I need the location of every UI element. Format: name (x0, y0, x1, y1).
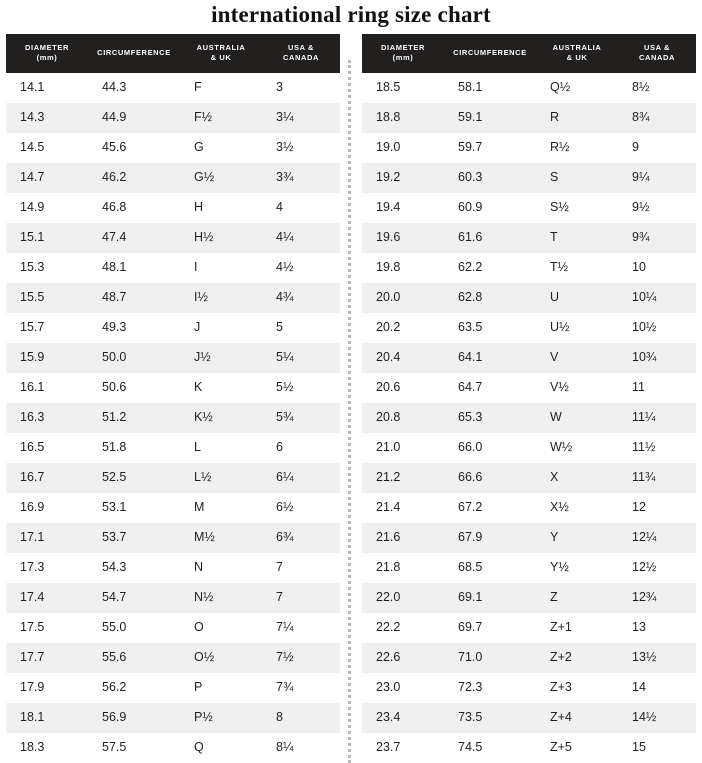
cell-diameter: 20.8 (362, 403, 444, 433)
cell-australia-uk: O (180, 613, 262, 643)
cell-diameter: 15.5 (6, 283, 88, 313)
column-header-usa-canada (262, 34, 340, 73)
cell-diameter: 17.7 (6, 643, 88, 673)
cell-usa-canada: 7¾ (262, 673, 340, 703)
cell-usa-canada: 14½ (618, 703, 696, 733)
cell-usa-canada: 4¼ (262, 223, 340, 253)
cell-circumference: 46.8 (88, 193, 180, 223)
column-header-circumference (444, 34, 536, 73)
cell-australia-uk: U (536, 283, 618, 313)
cell-circumference: 50.0 (88, 343, 180, 373)
table-row (6, 643, 340, 673)
cell-diameter: 20.2 (362, 313, 444, 343)
cell-australia-uk: U½ (536, 313, 618, 343)
cell-usa-canada: 3¼ (262, 103, 340, 133)
cell-circumference: 53.1 (88, 493, 180, 523)
cell-diameter: 18.1 (6, 703, 88, 733)
cell-usa-canada: 12½ (618, 553, 696, 583)
cell-usa-canada: 15 (618, 733, 696, 763)
cell-circumference: 69.7 (444, 613, 536, 643)
cell-usa-canada: 10¾ (618, 343, 696, 373)
table-row (6, 493, 340, 523)
cell-australia-uk: G½ (180, 163, 262, 193)
cell-circumference: 73.5 (444, 703, 536, 733)
cell-usa-canada: 11 (618, 373, 696, 403)
page-title: international ring size chart (211, 2, 491, 27)
column-header-diameter-line1: DIAMETER (25, 43, 69, 52)
cell-circumference: 55.0 (88, 613, 180, 643)
table-row (6, 343, 340, 373)
cell-circumference: 56.2 (88, 673, 180, 703)
cell-australia-uk: Q½ (536, 73, 618, 103)
cell-australia-uk: I½ (180, 283, 262, 313)
table-row (362, 463, 696, 493)
cell-australia-uk: T½ (536, 253, 618, 283)
cell-diameter: 16.9 (6, 493, 88, 523)
column-header-usa-canada-line1: USA & (287, 43, 315, 52)
cell-circumference: 71.0 (444, 643, 536, 673)
cell-usa-canada: 6¼ (262, 463, 340, 493)
cell-usa-canada: 11½ (618, 433, 696, 463)
cell-circumference: 69.1 (444, 583, 536, 613)
cell-circumference: 68.5 (444, 553, 536, 583)
column-header-diameter-line2: (mm) (36, 53, 58, 63)
table-body-right (362, 73, 696, 763)
cell-australia-uk: X (536, 463, 618, 493)
column-header-circumference-line1: CIRCUMFERENCE (97, 48, 171, 58)
cell-usa-canada: 8¼ (262, 733, 340, 763)
cell-usa-canada: 10¼ (618, 283, 696, 313)
cell-circumference: 65.3 (444, 403, 536, 433)
cell-usa-canada: 5¼ (262, 343, 340, 373)
cell-circumference: 64.1 (444, 343, 536, 373)
column-header-australia-uk-line1: AUSTRALIA (196, 43, 246, 52)
cell-usa-canada: 9½ (618, 193, 696, 223)
table-row (6, 253, 340, 283)
cell-diameter: 19.6 (362, 223, 444, 253)
cell-usa-canada: 12 (618, 493, 696, 523)
column-header-australia-uk-line1: AUSTRALIA (552, 43, 602, 52)
cell-diameter: 19.8 (362, 253, 444, 283)
cell-diameter: 18.5 (362, 73, 444, 103)
cell-circumference: 46.2 (88, 163, 180, 193)
cell-circumference: 66.6 (444, 463, 536, 493)
column-header-diameter-line2: (mm) (392, 53, 414, 63)
ring-size-chart-page (0, 2, 702, 755)
cell-australia-uk: T (536, 223, 618, 253)
table-row (362, 373, 696, 403)
cell-australia-uk: J½ (180, 343, 262, 373)
cell-circumference: 51.2 (88, 403, 180, 433)
cell-diameter: 14.7 (6, 163, 88, 193)
cell-circumference: 48.7 (88, 283, 180, 313)
table-row (362, 523, 696, 553)
cell-diameter: 15.9 (6, 343, 88, 373)
table-row (6, 193, 340, 223)
cell-usa-canada: 8¾ (618, 103, 696, 133)
cell-diameter: 23.0 (362, 673, 444, 703)
ring-size-table-left (6, 34, 340, 763)
cell-diameter: 15.7 (6, 313, 88, 343)
cell-usa-canada: 7½ (262, 643, 340, 673)
cell-diameter: 16.5 (6, 433, 88, 463)
cell-usa-canada: 7¼ (262, 613, 340, 643)
table-head-right (362, 34, 696, 73)
cell-australia-uk: S (536, 163, 618, 193)
cell-australia-uk: Z+4 (536, 703, 618, 733)
cell-australia-uk: W (536, 403, 618, 433)
cell-australia-uk: N (180, 553, 262, 583)
cell-usa-canada: 12¼ (618, 523, 696, 553)
cell-usa-canada: 7 (262, 553, 340, 583)
column-header-usa-canada-line1: USA & (643, 43, 671, 52)
cell-australia-uk: Y½ (536, 553, 618, 583)
table-row (6, 613, 340, 643)
cell-circumference: 72.3 (444, 673, 536, 703)
cell-australia-uk: R (536, 103, 618, 133)
table-row (6, 703, 340, 733)
cell-usa-canada: 7 (262, 583, 340, 613)
table-row (362, 733, 696, 763)
cell-circumference: 62.2 (444, 253, 536, 283)
table-row (362, 493, 696, 523)
cell-diameter: 22.0 (362, 583, 444, 613)
cell-circumference: 45.6 (88, 133, 180, 163)
cell-australia-uk: X½ (536, 493, 618, 523)
column-header-diameter (362, 34, 444, 73)
cell-circumference: 53.7 (88, 523, 180, 553)
cell-diameter: 23.4 (362, 703, 444, 733)
cell-usa-canada: 3 (262, 73, 340, 103)
cell-usa-canada: 12¾ (618, 583, 696, 613)
cell-circumference: 62.8 (444, 283, 536, 313)
cell-diameter: 17.4 (6, 583, 88, 613)
cell-australia-uk: K½ (180, 403, 262, 433)
cell-circumference: 58.1 (444, 73, 536, 103)
cell-circumference: 67.2 (444, 493, 536, 523)
cell-diameter: 18.8 (362, 103, 444, 133)
cell-diameter: 19.2 (362, 163, 444, 193)
table-row (362, 673, 696, 703)
table-row (6, 403, 340, 433)
table-row (362, 283, 696, 313)
cell-diameter: 16.3 (6, 403, 88, 433)
cell-usa-canada: 10 (618, 253, 696, 283)
cell-usa-canada: 9¼ (618, 163, 696, 193)
cell-australia-uk: I (180, 253, 262, 283)
cell-usa-canada: 6¾ (262, 523, 340, 553)
cell-usa-canada: 9 (618, 133, 696, 163)
cell-usa-canada: 5¾ (262, 403, 340, 433)
cell-circumference: 52.5 (88, 463, 180, 493)
cell-australia-uk: Y (536, 523, 618, 553)
cell-circumference: 66.0 (444, 433, 536, 463)
cell-circumference: 50.6 (88, 373, 180, 403)
cell-diameter: 18.3 (6, 733, 88, 763)
cell-australia-uk: P (180, 673, 262, 703)
cell-circumference: 49.3 (88, 313, 180, 343)
column-header-usa-canada (618, 34, 696, 73)
cell-usa-canada: 14 (618, 673, 696, 703)
cell-circumference: 48.1 (88, 253, 180, 283)
cell-circumference: 63.5 (444, 313, 536, 343)
cell-australia-uk: N½ (180, 583, 262, 613)
cell-diameter: 22.6 (362, 643, 444, 673)
cell-diameter: 20.6 (362, 373, 444, 403)
table-row (362, 403, 696, 433)
table-header-row (362, 34, 696, 73)
cell-diameter: 17.9 (6, 673, 88, 703)
table-body-left (6, 73, 340, 763)
cell-australia-uk: S½ (536, 193, 618, 223)
cell-circumference: 59.1 (444, 103, 536, 133)
cell-circumference: 60.3 (444, 163, 536, 193)
cell-diameter: 21.6 (362, 523, 444, 553)
cell-diameter: 14.1 (6, 73, 88, 103)
cell-diameter: 15.1 (6, 223, 88, 253)
cell-usa-canada: 11¾ (618, 463, 696, 493)
cell-diameter: 21.4 (362, 493, 444, 523)
cell-usa-canada: 10½ (618, 313, 696, 343)
cell-diameter: 22.2 (362, 613, 444, 643)
cell-usa-canada: 4½ (262, 253, 340, 283)
column-header-diameter-line1: DIAMETER (381, 43, 425, 52)
cell-circumference: 51.8 (88, 433, 180, 463)
table-row (6, 283, 340, 313)
cell-australia-uk: L½ (180, 463, 262, 493)
table-row (6, 373, 340, 403)
table-row (362, 193, 696, 223)
cell-diameter: 21.0 (362, 433, 444, 463)
cell-australia-uk: W½ (536, 433, 618, 463)
cell-diameter: 16.7 (6, 463, 88, 493)
cell-australia-uk: L (180, 433, 262, 463)
cell-diameter: 21.2 (362, 463, 444, 493)
cell-australia-uk: Z (536, 583, 618, 613)
cell-usa-canada: 13 (618, 613, 696, 643)
cell-circumference: 44.9 (88, 103, 180, 133)
table-row (362, 103, 696, 133)
cell-diameter: 21.8 (362, 553, 444, 583)
cell-australia-uk: M½ (180, 523, 262, 553)
cell-australia-uk: H½ (180, 223, 262, 253)
cell-diameter: 20.4 (362, 343, 444, 373)
cell-usa-canada: 3¾ (262, 163, 340, 193)
cell-circumference: 67.9 (444, 523, 536, 553)
table-row (6, 223, 340, 253)
table-row (6, 313, 340, 343)
table-row (6, 733, 340, 763)
table-row (362, 133, 696, 163)
cell-diameter: 17.5 (6, 613, 88, 643)
cell-usa-canada: 5 (262, 313, 340, 343)
cell-australia-uk: G (180, 133, 262, 163)
cell-australia-uk: Z+1 (536, 613, 618, 643)
cell-circumference: 47.4 (88, 223, 180, 253)
table-row (362, 433, 696, 463)
ring-size-table-right (362, 34, 696, 763)
cell-diameter: 14.3 (6, 103, 88, 133)
table-head-left (6, 34, 340, 73)
cell-circumference: 55.6 (88, 643, 180, 673)
cell-australia-uk: Q (180, 733, 262, 763)
column-header-diameter (6, 34, 88, 73)
table-row (6, 523, 340, 553)
cell-usa-canada: 8½ (618, 73, 696, 103)
cell-circumference: 56.9 (88, 703, 180, 733)
cell-diameter: 19.4 (362, 193, 444, 223)
column-header-australia-uk (180, 34, 262, 73)
column-header-australia-uk-line2: & UK (566, 53, 588, 63)
table-row (362, 313, 696, 343)
cell-australia-uk: Z+3 (536, 673, 618, 703)
cell-australia-uk: K (180, 373, 262, 403)
table-row (362, 163, 696, 193)
cell-australia-uk: V½ (536, 373, 618, 403)
table-row (362, 73, 696, 103)
table-row (6, 673, 340, 703)
cell-australia-uk: F (180, 73, 262, 103)
cell-australia-uk: V (536, 343, 618, 373)
table-row (6, 103, 340, 133)
cell-diameter: 17.3 (6, 553, 88, 583)
column-header-australia-uk-line2: & UK (210, 53, 232, 63)
column-divider (348, 60, 355, 763)
cell-diameter: 16.1 (6, 373, 88, 403)
table-header-row (6, 34, 340, 73)
table-row (362, 343, 696, 373)
cell-circumference: 74.5 (444, 733, 536, 763)
cell-australia-uk: M (180, 493, 262, 523)
cell-diameter: 20.0 (362, 283, 444, 313)
cell-australia-uk: O½ (180, 643, 262, 673)
cell-usa-canada: 3½ (262, 133, 340, 163)
cell-circumference: 64.7 (444, 373, 536, 403)
column-header-usa-canada-line2: CANADA (638, 53, 676, 63)
cell-usa-canada: 9¾ (618, 223, 696, 253)
table-row (362, 253, 696, 283)
table-row (6, 433, 340, 463)
column-header-circumference-line1: CIRCUMFERENCE (453, 48, 527, 58)
cell-usa-canada: 11¼ (618, 403, 696, 433)
cell-diameter: 15.3 (6, 253, 88, 283)
column-header-circumference (88, 34, 180, 73)
table-row (6, 553, 340, 583)
table-row (362, 223, 696, 253)
cell-usa-canada: 6 (262, 433, 340, 463)
table-row (362, 703, 696, 733)
table-row (6, 73, 340, 103)
cell-australia-uk: Z+2 (536, 643, 618, 673)
table-row (6, 463, 340, 493)
column-header-usa-canada-line2: CANADA (282, 53, 320, 63)
table-row (6, 583, 340, 613)
cell-circumference: 59.7 (444, 133, 536, 163)
cell-australia-uk: J (180, 313, 262, 343)
cell-australia-uk: Z+5 (536, 733, 618, 763)
table-row (362, 553, 696, 583)
cell-australia-uk: H (180, 193, 262, 223)
table-row (6, 133, 340, 163)
cell-australia-uk: R½ (536, 133, 618, 163)
table-row (362, 643, 696, 673)
cell-diameter: 14.5 (6, 133, 88, 163)
column-header-australia-uk (536, 34, 618, 73)
cell-australia-uk: F½ (180, 103, 262, 133)
cell-australia-uk: P½ (180, 703, 262, 733)
cell-usa-canada: 8 (262, 703, 340, 733)
cell-usa-canada: 4 (262, 193, 340, 223)
cell-circumference: 60.9 (444, 193, 536, 223)
cell-usa-canada: 6½ (262, 493, 340, 523)
cell-circumference: 54.7 (88, 583, 180, 613)
table-row (362, 613, 696, 643)
cell-usa-canada: 13½ (618, 643, 696, 673)
table-row (6, 163, 340, 193)
cell-diameter: 17.1 (6, 523, 88, 553)
cell-circumference: 54.3 (88, 553, 180, 583)
cell-diameter: 23.7 (362, 733, 444, 763)
table-row (362, 583, 696, 613)
cell-circumference: 57.5 (88, 733, 180, 763)
cell-diameter: 14.9 (6, 193, 88, 223)
cell-usa-canada: 4¾ (262, 283, 340, 313)
cell-usa-canada: 5½ (262, 373, 340, 403)
cell-diameter: 19.0 (362, 133, 444, 163)
cell-circumference: 44.3 (88, 73, 180, 103)
tables-container (0, 34, 702, 763)
cell-circumference: 61.6 (444, 223, 536, 253)
